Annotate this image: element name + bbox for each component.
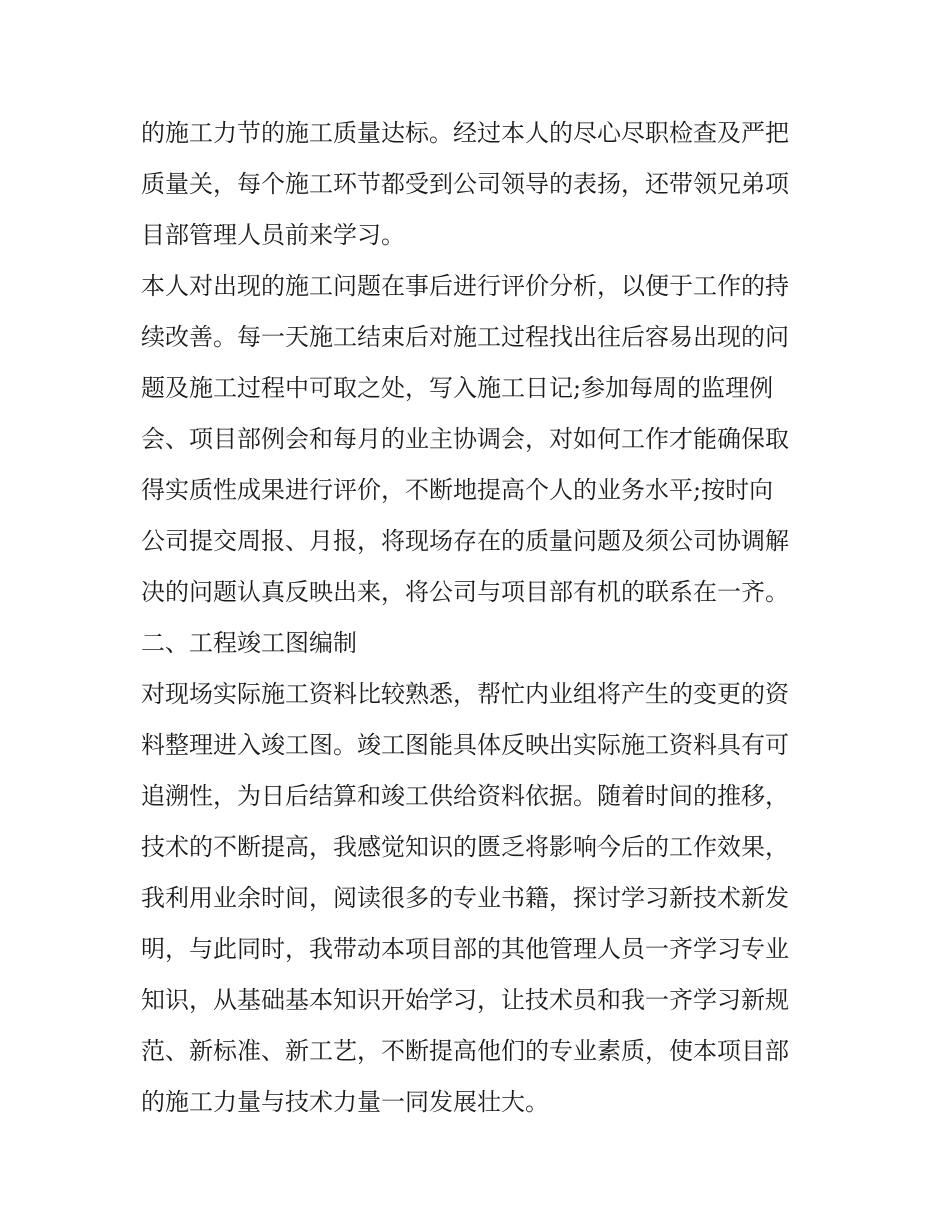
text-line: 技术的不断提高，我感觉知识的匮乏将影响今后的工作效果，: [141, 833, 789, 861]
text-line: 续改善。每一天施工结束后对施工过程找出往后容易出现的问: [141, 323, 789, 351]
text-line: 料整理进入竣工图。竣工图能具体反映出实际施工资料具有可: [141, 731, 789, 759]
text-line: 会、项目部例会和每月的业主协调会，对如何工作才能确保取: [141, 425, 789, 453]
section-heading: 二、工程竣工图编制: [141, 629, 357, 657]
text-line: 的施工力量与技术力量一同发展壮大。: [141, 1088, 549, 1116]
document-body: [141, 108, 831, 1128]
text-line: 目部管理人员前来学习。: [141, 221, 405, 249]
text-line: 对现场实际施工资料比较熟悉，帮忙内业组将产生的变更的资: [141, 680, 789, 708]
text-line: 题及施工过程中可取之处，写入施工日记;参加每周的监理例: [141, 374, 774, 402]
text-line: 的施工力节的施工质量达标。经过本人的尽心尽职检查及严把: [141, 119, 789, 147]
text-line: 本人对出现的施工问题在事后进行评价分析，以便于工作的持: [141, 272, 789, 300]
text-line: 范、新标准、新工艺，不断提高他们的专业素质，使本项目部: [141, 1037, 789, 1065]
text-line: 我利用业余时间，阅读很多的专业书籍，探讨学习新技术新发: [141, 884, 789, 912]
text-line: 质量关，每个施工环节都受到公司领导的表扬，还带领兄弟项: [141, 170, 789, 198]
text-line: 知识，从基础基本知识开始学习，让技术员和我一齐学习新规: [141, 986, 789, 1014]
text-line: 公司提交周报、月报，将现场存在的质量问题及须公司协调解: [141, 527, 789, 555]
text-line: 得实质性成果进行评价，不断地提高个人的业务水平;按时向: [141, 476, 774, 504]
text-line: 明，与此同时，我带动本项目部的其他管理人员一齐学习专业: [141, 935, 789, 963]
text-line: 追溯性，为日后结算和竣工供给资料依据。随着时间的推移，: [141, 782, 789, 810]
text-line: 决的问题认真反映出来，将公司与项目部有机的联系在一齐。: [141, 578, 789, 606]
